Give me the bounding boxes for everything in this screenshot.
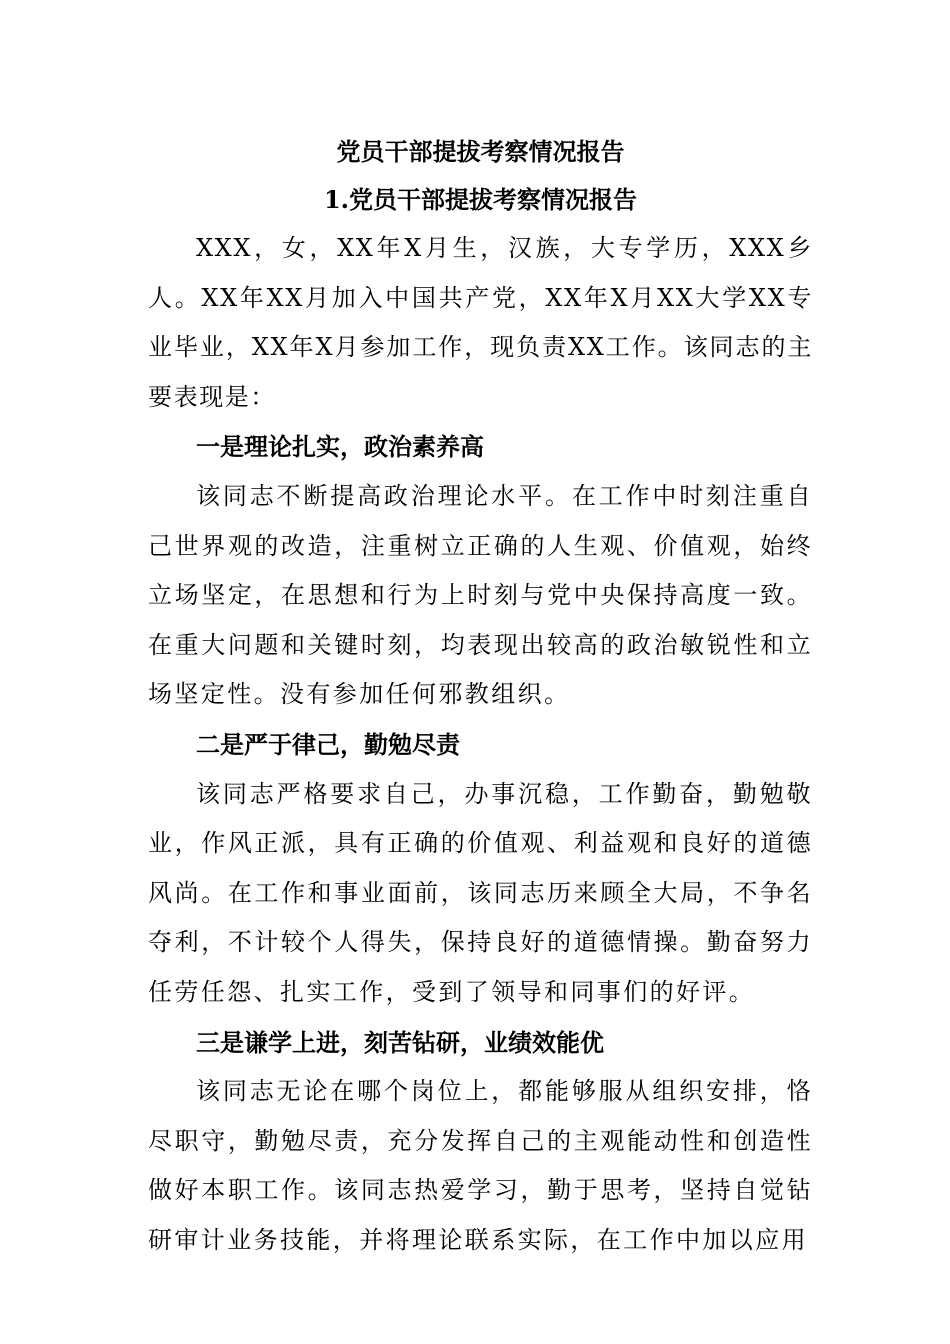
section-body-1: 该同志不断提高政治理论水平。在工作中时刻注重自己世界观的改造，注重树立正确的人生观、价值观，始终立场坚定，在思想和行为上时刻与党中央保持高度一致。在重大问题和关键时刻，均表现出较高的政治敏锐性和立场坚定性。没有参加任何邪教组织。 xyxy=(148,481,813,709)
section-heading-2: 二是严于律己，勤勉尽责 xyxy=(196,729,460,759)
section-body-2: 该同志严格要求自己，办事沉稳，工作勤奋，勤勉敬业，作风正派，具有正确的价值观、利益观和良好的道德风尚。在工作和事业面前，该同志历来顾全大局，不争名夺利，不计较个人得失，保持良好的道德情操。勤奋努力任劳任怨、扎实工作，受到了领导和同事们的好评。 xyxy=(148,779,813,1006)
section-body-3: 该同志无论在哪个岗位上，都能够服从组织安排，恪尽职守，勤勉尽责，充分发挥自己的主观能动性和创造性做好本职工作。该同志热爱学习，勤于思考，坚持自觉钻研审计业务技能，并将理论联系实际，在工作中加以应用 xyxy=(148,1077,813,1254)
document-subtitle: 1.党员干部提拔考察情况报告 xyxy=(323,185,638,214)
document-title: 党员干部提拔考察情况报告 xyxy=(336,137,625,166)
document-body xyxy=(148,128,813,1265)
section-heading-1: 一是理论扎实，政治素养高 xyxy=(196,432,484,462)
section-heading-3: 三是谦学上进，刻苦钻研，业绩效能优 xyxy=(196,1027,604,1057)
intro-paragraph: XXX，女，XX年X月生，汉族，大专学历，XXX乡人。XX年XX月加入中国共产党，XX年X月XX大学XX专业毕业，XX年X月参加工作，现负责XX工作。该同志的主要表现是： xyxy=(148,234,813,411)
